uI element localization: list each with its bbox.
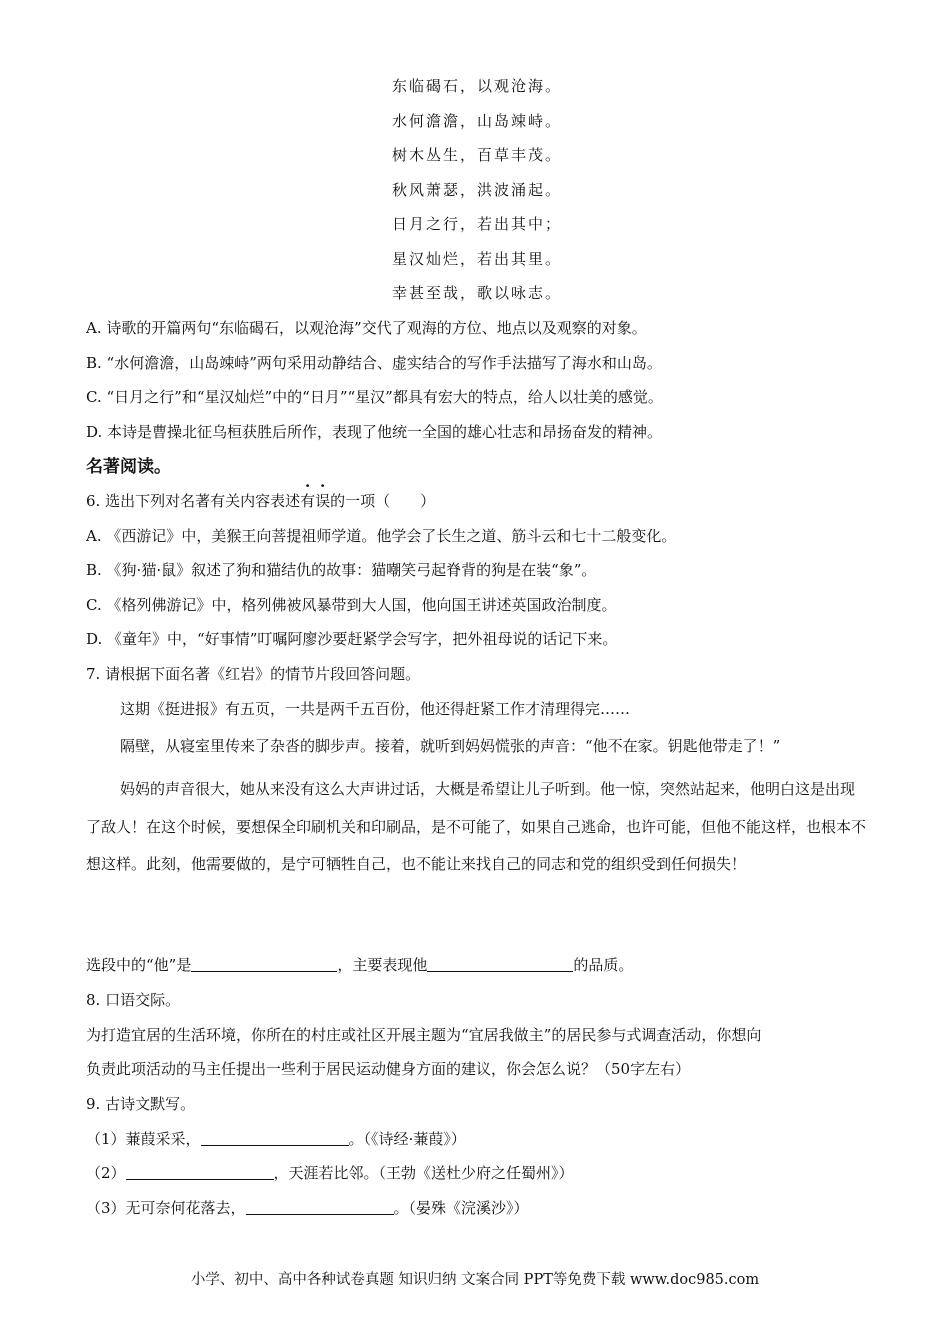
q7-passage <box>86 697 866 884</box>
q5-option-c: C. “日月之行”和“星汉灿烂”中的“日月”“星汉”都具有宏大的特点，给人以壮美的感觉。 <box>86 388 663 406</box>
poem-line: 秋风萧瑟，洪波涌起。 <box>392 180 563 199</box>
poem-line: 水何澹澹，山岛竦峙。 <box>392 111 563 130</box>
q5-option-a: A. 诗歌的开篇两句“东临碣石，以观沧海”交代了观海的方位、地点以及观察的对象。 <box>86 319 647 337</box>
q7-stem: 7. 请根据下面名著《红岩》的情节片段回答问题。 <box>86 664 421 683</box>
q9-item-2 <box>86 1161 876 1196</box>
passage-paragraph: 这期《挺进报》有五页，一共是两千五百份，他还得赶紧工作才清理得完…… <box>120 700 631 718</box>
q6-stem <box>86 489 876 524</box>
q6-option-b: B. 《狗·猫·鼠》叙述了狗和猫结仇的故事：猫嘲笑弓起脊背的狗是在装“象”。 <box>86 561 597 579</box>
question-6 <box>86 489 876 696</box>
passage-paragraph: 隔壁，从寝室里传来了杂沓的脚步声。接着，就听到妈妈慌张的声音：“他不在家。钥匙他带走了！” <box>120 737 781 755</box>
q9-text: 。（《诗经·蒹葭》） <box>348 1129 466 1148</box>
page-footer: 小学、初中、高中各种试卷真题 知识归纳 文案合同 PPT等免费下载 www.doc985.com <box>190 1272 760 1288</box>
answer-blank[interactable] <box>201 1129 349 1146</box>
answer-text: 的品质。 <box>573 956 634 974</box>
q5-option-d: D. 本诗是曹操北征乌桓获胜后所作，表现了他统一全国的雄心壮志和昂扬奋发的精神。 <box>86 422 663 441</box>
poem <box>392 74 562 316</box>
q9-text: （3）无可奈何花落去， <box>86 1198 246 1217</box>
q6-emphasis-char: 误 <box>315 492 331 510</box>
poem-line: 树木丛生，百草丰茂。 <box>392 146 563 164</box>
q5-option-b: B. “水何澹澹，山岛竦峙”两句采用动静结合、虚实结合的写作手法描写了海水和山岛。 <box>86 353 662 372</box>
poem-line: 东临碣石，以观沧海。 <box>392 77 563 95</box>
question-8 <box>86 988 876 1092</box>
q6-emphasis-char: 有 <box>300 492 316 510</box>
q9-text: 。（晏殊《浣溪沙》） <box>393 1198 529 1217</box>
q6-option-a: A. 《西游记》中，美猴王向菩提祖师学道。他学会了长生之道、筋斗云和七十二般变化。 <box>86 526 677 545</box>
q7-answer-line <box>86 953 876 988</box>
section-famous-works <box>86 455 876 490</box>
q6-stem-before: 6. 选出下列对名著有关内容表述 <box>86 492 301 510</box>
q9-text: （1）蒹葭采采， <box>86 1129 201 1148</box>
answer-text: ，主要表现他 <box>337 956 428 974</box>
poem-line: 日月之行，若出其中； <box>392 215 563 233</box>
q5-options <box>86 316 876 454</box>
q9-text: （2） <box>86 1164 126 1182</box>
q6-option-d: D. 《童年》中，“好事情”叮嘱阿廖沙要赶紧学会写字，把外祖母说的话记下来。 <box>86 630 618 648</box>
q9-item-3 <box>86 1196 876 1231</box>
q6-stem-after: 的一项（ ） <box>330 492 436 510</box>
q9-stem: 9. 古诗文默写。 <box>86 1095 196 1113</box>
q8-stem: 8. 口语交际。 <box>86 991 181 1009</box>
answer-blank[interactable] <box>191 955 337 972</box>
q8-text: 为打造宜居的生活环境，你所在的村庄或社区开展主题为“宜居我做主”的居民参与式调查活动，你想向 <box>86 1025 762 1044</box>
answer-blank[interactable] <box>246 1198 394 1215</box>
q8-text: 负责此项活动的马主任提出一些利于居民运动健身方面的建议，你会怎么说？（50字左右） <box>86 1060 691 1078</box>
poem-line: 星汉灿烂，若出其里。 <box>392 249 563 268</box>
answer-blank[interactable] <box>126 1163 274 1180</box>
answer-blank[interactable] <box>427 955 573 972</box>
section-heading: 名著阅读。 <box>86 457 171 477</box>
question-9 <box>86 1092 876 1230</box>
q7-answer <box>86 953 876 988</box>
q9-text: ，天涯若比邻。（王勃《送杜少府之任蜀州》） <box>273 1164 574 1182</box>
answer-text: 选段中的“他”是 <box>86 956 192 974</box>
passage-paragraph: 妈妈的声音很大，她从来没有这么大声讲过话，大概是希望让儿子听到。他一惊，突然站起来，他明白这是出现了敌人！在这个时候，要想保全印刷机关和印刷品，是不可能了，如果自己逃命，也许可能，但他不能这样，也根本不想这样。此刻，他需要做的，是宁可牺牲自己，也不能让来找自己的同志和党的组织受到任何损失！ <box>86 780 867 873</box>
q6-option-c: C. 《格列佛游记》中，格列佛被风暴带到大人国，他向国王讲述英国政治制度。 <box>86 595 617 614</box>
q9-item-1 <box>86 1127 876 1162</box>
poem-line: 幸甚至哉，歌以咏志。 <box>392 284 563 302</box>
